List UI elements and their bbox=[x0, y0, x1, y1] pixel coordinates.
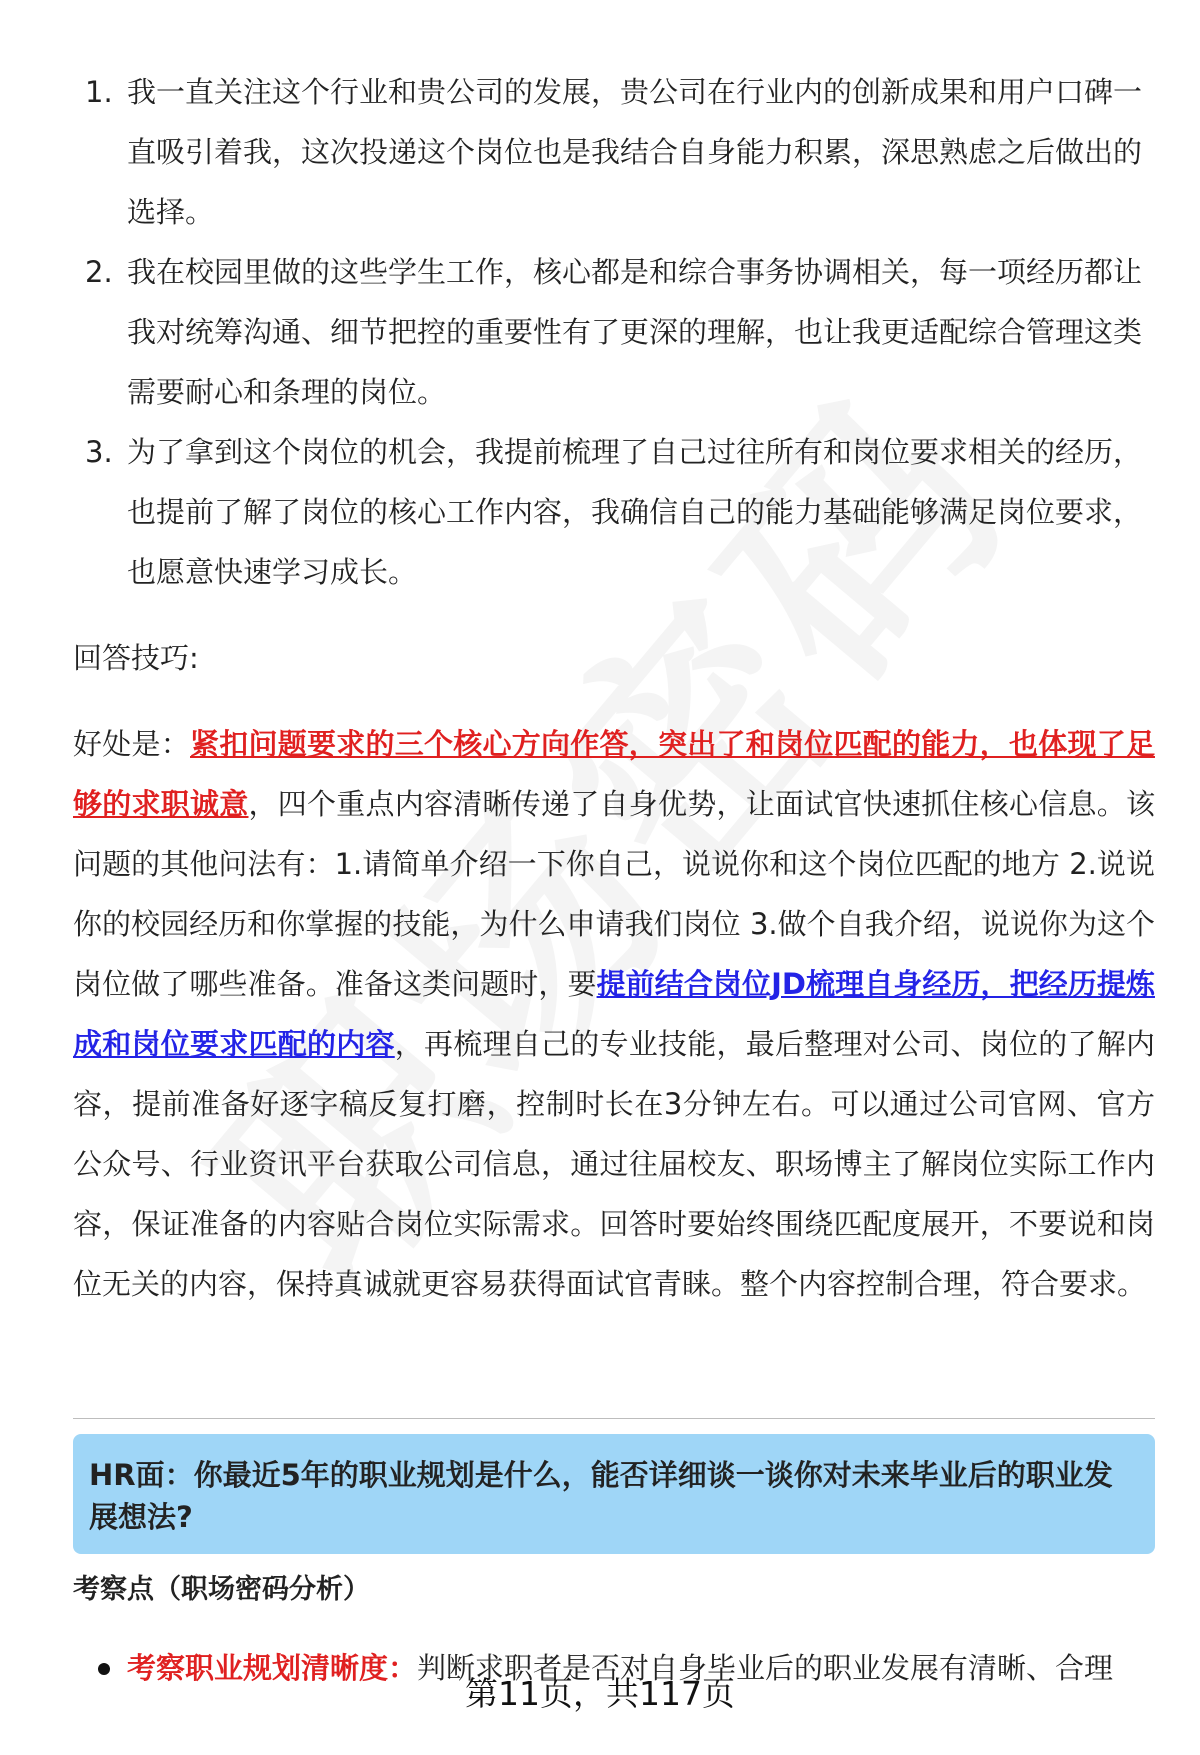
numbered-answer-list bbox=[73, 62, 1155, 602]
bullet-key: 考察职业规划清晰度： bbox=[127, 1651, 418, 1685]
question-text: HR面：你最近5年的职业规划是什么，能否详细谈一谈你对未来毕业后的职业发展想法? bbox=[89, 1458, 1113, 1534]
benefit-lead: 好处是： bbox=[73, 727, 190, 761]
list-item-text: 我一直关注这个行业和贵公司的发展，贵公司在行业内的创新成果和用户口碑一直吸引着我，这次投递这个岗位也是我结合自身能力积累，深思熟虑之后做出的选择。 bbox=[127, 75, 1143, 229]
red-highlight: 紧扣问题要求的三个核心方向作答，突出了和岗位匹配的能力，也体现了足够的求职诚意 bbox=[73, 727, 1155, 821]
list-number: 3. bbox=[85, 435, 113, 469]
section-divider bbox=[73, 1418, 1155, 1419]
list-number: 1. bbox=[85, 75, 113, 109]
benefit-text-continued: ，再梳理自己的专业技能，最后整理对公司、岗位的了解内容，提前准备好逐字稿反复打磨，控制时长在3分钟左右。可以通过公司官网、官方公众号、行业资讯平台获取公司信息，通过往届校友、职场博主了解岗位实际工作内容，保证准备的内容贴合岗位实际需求。回答时要始终围绕匹配度展开，不要说和岗位无关的内容，保持真诚就更容易获得面试官青睐。整个内容控制合理，符合要求。 bbox=[73, 1027, 1155, 1301]
list-item-text: 我在校园里做的这些学生工作，核心都是和综合事务协调相关，每一项经历都让我对统筹沟通、细节把控的重要性有了更深的理解，也让我更适配综合管理这类需要耐心和条理的岗位。 bbox=[127, 255, 1143, 409]
list-item bbox=[73, 422, 1155, 602]
list-number: 2. bbox=[85, 255, 113, 289]
answer-content bbox=[73, 62, 1155, 1314]
tips-label: 回答技巧: bbox=[73, 641, 199, 675]
list-item-text: 为了拿到这个岗位的机会，我提前梳理了自己过往所有和岗位要求相关的经历，也提前了解了岗位的核心工作内容，我确信自己的能力基础能够满足岗位要求，也愿意快速学习成长。 bbox=[127, 435, 1143, 589]
list-item bbox=[73, 242, 1155, 422]
benefit-text: ，四个重点内容清晰传递了自身优势，让面试官快速抓住核心信息。该问题的其他问法有：1.请简单介绍一下你自己，说说你和这个岗位匹配的地方 2.说说你的校园经历和你掌握的技能，为什么申请我们岗位 3.做个自我介绍，说说你为这个岗位做了哪些准备。准备这类问题时，要 bbox=[73, 787, 1155, 1001]
page-number: 第11页，共117页 bbox=[465, 1674, 735, 1713]
question-box bbox=[73, 1434, 1155, 1554]
blue-highlight: 提前结合岗位JD梳理自身经历，把经历提炼成和岗位要求匹配的内容 bbox=[73, 967, 1155, 1061]
benefit-paragraph bbox=[73, 714, 1155, 1314]
section-title: 考察点（职场密码分析） bbox=[73, 1574, 370, 1605]
list-item bbox=[73, 62, 1155, 242]
bullet-text: 判断求职者是否对自身毕业后的职业发展有清晰、合理 bbox=[417, 1651, 1114, 1685]
